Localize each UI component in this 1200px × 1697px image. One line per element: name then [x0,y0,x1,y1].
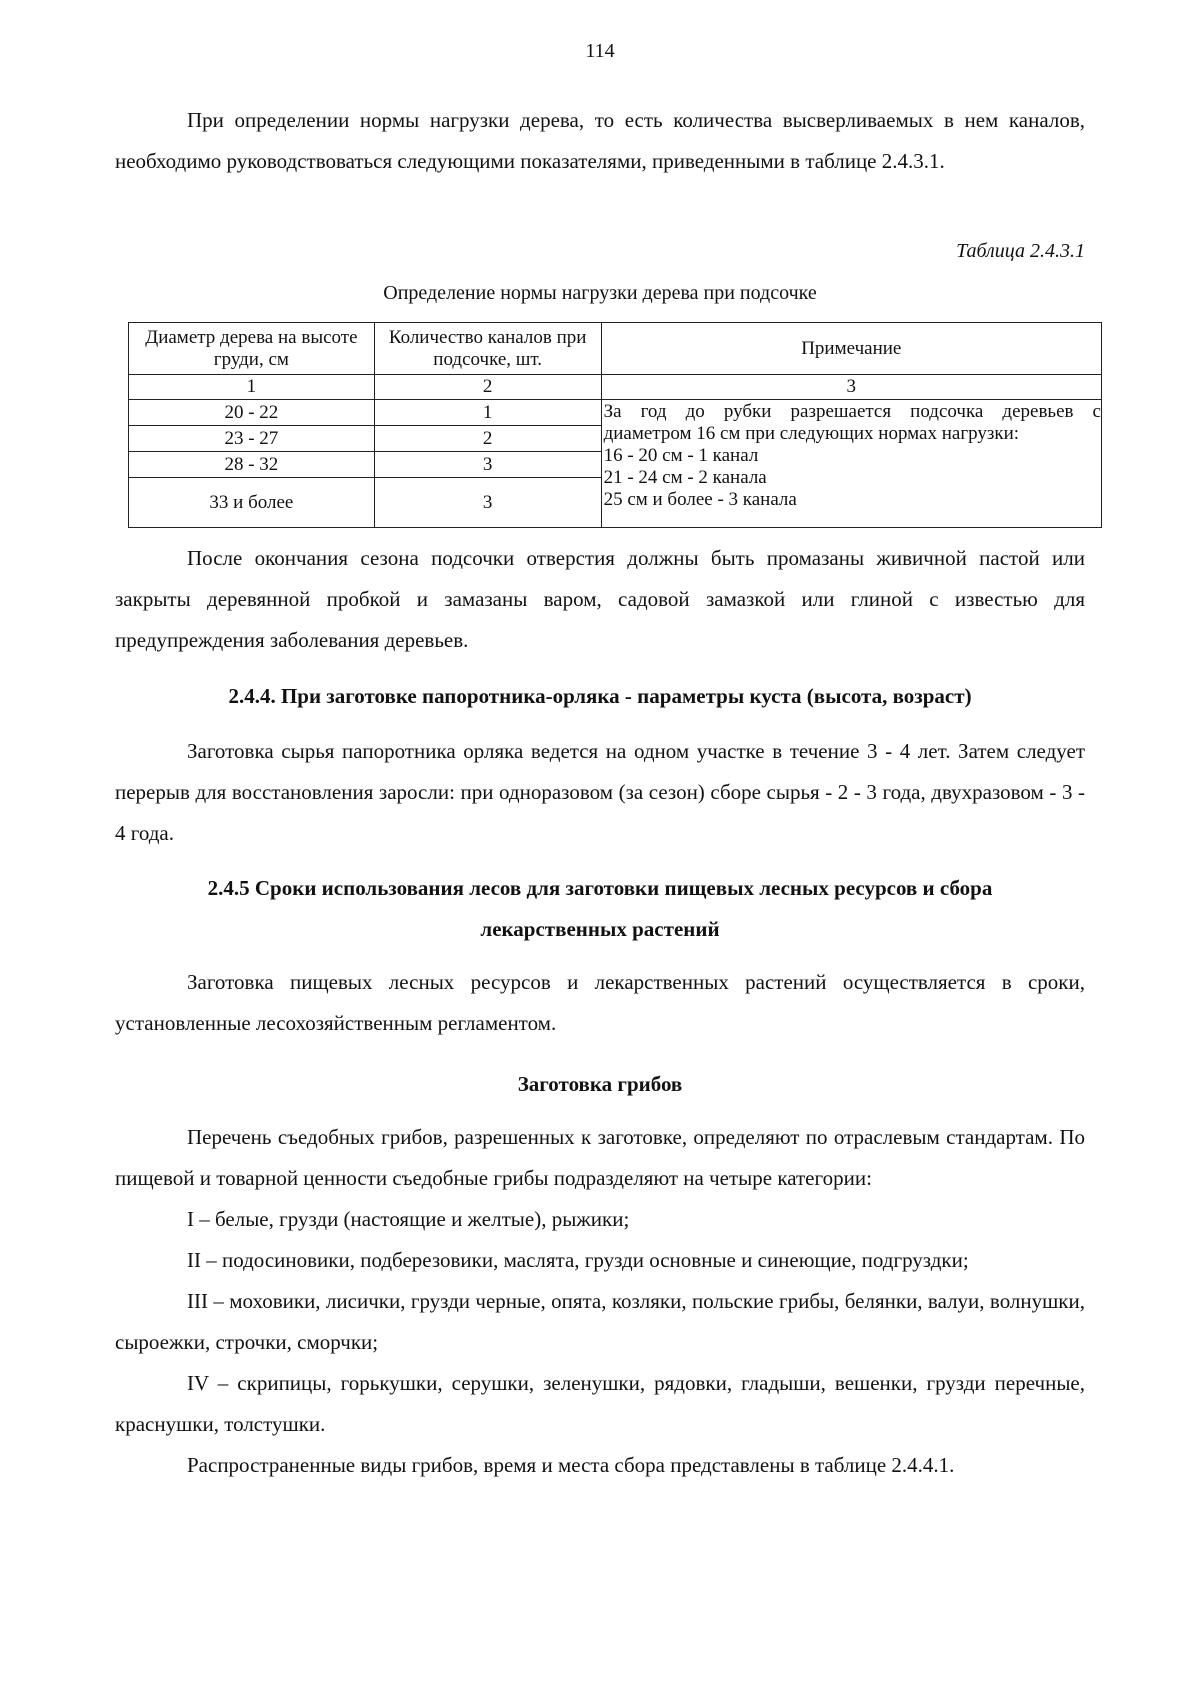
loading-norm-table [128,322,1102,528]
intro-block [115,100,1085,182]
diameter-cell: 20 - 22 [129,400,375,426]
mushrooms-closing: Распространенные виды грибов, время и места сбора представлены в таблице 2.4.4.1. [187,1453,955,1477]
note-line: 25 см и более - 3 канала [603,489,797,510]
after-table-paragraph: После окончания сезона подсочки отверстия должны быть промазаны живичной пастой или закрыты деревянной пробкой и замазаны варом, садовой замазкой или глиной с известью для предупреждения заболевания деревьев. [115,546,1085,652]
table-header-row [129,323,1102,375]
note-line: диаметром 16 см при следующих нормах нагрузки: [603,423,1020,444]
table-row [129,400,1102,426]
note-line: 16 - 20 см - 1 канал [603,445,759,466]
intro-paragraph: При определении нормы нагрузки дерева, то есть количества высверливаемых в нем каналов, необходимо руководствоваться следующими показателями, приведенными в таблице 2.4.3.1. [115,108,1085,173]
mushroom-category-2: II – подосиновики, подберезовики, маслята, грузди основные и синеющие, подгруздки; [187,1248,969,1272]
after-table-block [115,538,1085,661]
table-title: Определение нормы нагрузки дерева при подсочке [383,282,817,304]
diameter-cell: 28 - 32 [129,452,375,478]
mushrooms-intro: Перечень съедобных грибов, разрешенных к заготовке, определяют по отраслевым стандартам. По пищевой и товарной ценности съедобные грибы подразделяют на четыре категории: [115,1125,1085,1190]
section-245-paragraph: Заготовка пищевых лесных ресурсов и лекарственных растений осуществляется в сроки, установленные лесохозяйственным регламентом. [115,970,1085,1035]
page-number: 114 [585,40,615,62]
mushrooms-heading: Заготовка грибов [517,1072,683,1096]
channels-cell: 2 [374,426,601,452]
section-244 [115,676,1085,854]
section-245-heading-line2: лекарственных растений [480,917,720,941]
mushroom-category-4: IV – скрипицы, горькушки, серушки, зеленушки, рядовки, гладыши, вешенки, грузди перечные, краснушки, толстушки. [115,1371,1085,1436]
column-number-row [129,375,1102,400]
mushroom-category-1: I – белые, грузди (настоящие и желтые), рыжики; [187,1207,630,1231]
header-note: Примечание [601,323,1101,375]
mushrooms-section [115,1064,1085,1486]
section-244-paragraph: Заготовка сырья папоротника орляка ведется на одном участке в течение 3 - 4 лет. Затем следует перерыв для восстановления заросли: при одноразовом (за сезон) сборе сырья - 2 - 3 года, двухразовом - 3 - 4 года. [115,739,1085,845]
diameter-cell: 33 и более [129,478,375,528]
section-245 [115,868,1085,1044]
note-cell [601,400,1101,528]
section-244-heading: 2.4.4. При заготовке папоротника-орляка - параметры куста (высота, возраст) [228,684,972,708]
diameter-cell: 23 - 27 [129,426,375,452]
header-channels: Количество каналов при подсочке, шт. [374,323,601,375]
channels-cell: 3 [374,452,601,478]
mushroom-category-3: III – моховики, лисички, грузди черные, опята, козляки, польские грибы, белянки, валуи, волнушки, сыроежки, строчки, сморчки; [115,1289,1085,1354]
channels-cell: 3 [374,478,601,528]
note-line: 21 - 24 см - 2 канала [603,467,767,488]
table-number-caption: Таблица 2.4.3.1 [956,240,1085,262]
column-number: 1 [129,375,375,400]
note-line: За год до рубки разрешается подсочка деревьев с [603,401,1101,422]
section-245-heading-line1: 2.4.5 Сроки использования лесов для заготовки пищевых лесных ресурсов и сбора [207,876,993,900]
header-diameter: Диаметр дерева на высоте груди, см [129,323,375,375]
column-number: 2 [374,375,601,400]
column-number: 3 [601,375,1101,400]
channels-cell: 1 [374,400,601,426]
